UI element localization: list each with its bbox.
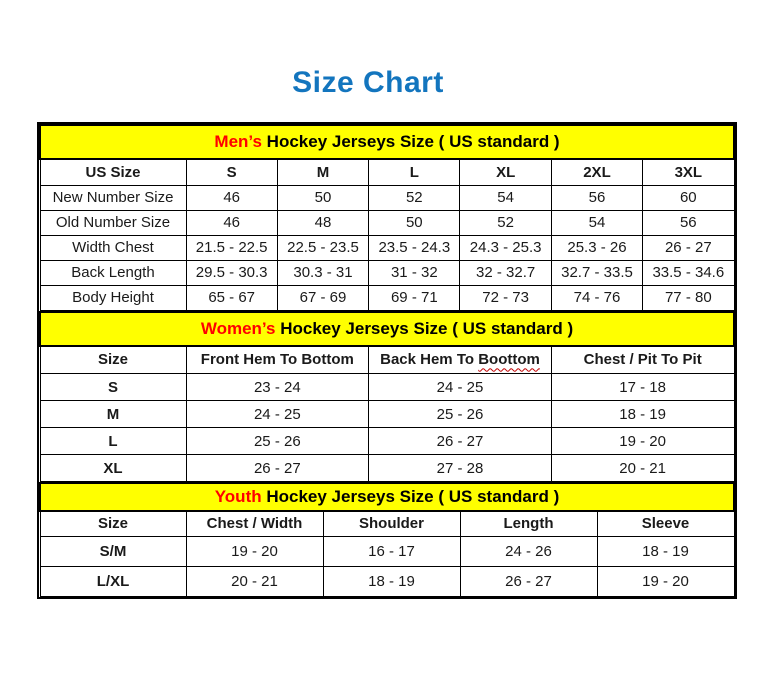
table-row — [40, 566, 734, 596]
mens-column-header: 2XL — [551, 159, 642, 185]
size-value-cell: 26 - 27 — [369, 428, 552, 455]
size-chart-table — [37, 122, 737, 599]
mens-column-header: L — [369, 159, 460, 185]
mens-section-band — [40, 125, 734, 159]
youth-column-header: Length — [460, 511, 597, 536]
womens-column-header: Chest / Pit To Pit — [551, 346, 734, 374]
size-value-cell: 19 - 20 — [597, 566, 734, 596]
row-label: New Number Size — [40, 185, 186, 210]
womens-band-highlight: Women’s — [200, 318, 276, 338]
youth-band-text: Hockey Jerseys Size ( US standard ) — [261, 487, 560, 506]
size-value-cell: 26 - 27 — [186, 455, 369, 482]
size-value-cell: 56 — [551, 185, 642, 210]
size-value-cell: 24 - 25 — [186, 401, 369, 428]
mens-size-table — [39, 124, 735, 311]
row-label: S/M — [40, 536, 186, 566]
size-value-cell: 32 - 32.7 — [460, 260, 551, 285]
row-label: XL — [40, 455, 186, 482]
table-row — [40, 401, 734, 428]
table-row — [40, 536, 734, 566]
table-row — [40, 185, 734, 210]
size-value-cell: 23.5 - 24.3 — [369, 235, 460, 260]
size-value-cell: 24.3 - 25.3 — [460, 235, 551, 260]
size-value-cell: 26 - 27 — [643, 235, 734, 260]
size-value-cell: 29.5 - 30.3 — [186, 260, 277, 285]
size-value-cell: 19 - 20 — [186, 536, 323, 566]
size-value-cell: 25 - 26 — [186, 428, 369, 455]
size-value-cell: 72 - 73 — [460, 285, 551, 310]
mens-column-header: 3XL — [643, 159, 734, 185]
youth-column-header: Size — [40, 511, 186, 536]
row-label: Old Number Size — [40, 210, 186, 235]
size-value-cell: 33.5 - 34.6 — [643, 260, 734, 285]
row-label: Back Length — [40, 260, 186, 285]
womens-size-table — [39, 311, 735, 483]
size-value-cell: 54 — [551, 210, 642, 235]
youth-band-highlight: Youth — [214, 487, 262, 506]
mens-column-header: M — [277, 159, 368, 185]
size-value-cell: 50 — [369, 210, 460, 235]
womens-column-header: Front Hem To Bottom — [186, 346, 369, 374]
size-value-cell: 25.3 - 26 — [551, 235, 642, 260]
size-value-cell: 60 — [643, 185, 734, 210]
size-value-cell: 46 — [186, 210, 277, 235]
mens-column-header: XL — [460, 159, 551, 185]
row-label: Body Height — [40, 285, 186, 310]
size-value-cell: 25 - 26 — [369, 401, 552, 428]
row-label: Width Chest — [40, 235, 186, 260]
size-value-cell: 16 - 17 — [323, 536, 460, 566]
size-value-cell: 20 - 21 — [186, 566, 323, 596]
table-row — [40, 235, 734, 260]
size-value-cell: 46 — [186, 185, 277, 210]
row-label: L/XL — [40, 566, 186, 596]
size-value-cell: 50 — [277, 185, 368, 210]
womens-section-band — [40, 312, 734, 346]
mens-column-header: US Size — [40, 159, 186, 185]
size-value-cell: 27 - 28 — [369, 455, 552, 482]
size-value-cell: 21.5 - 22.5 — [186, 235, 277, 260]
page-title: Size Chart — [292, 66, 444, 99]
table-row — [40, 285, 734, 310]
youth-section-band — [40, 483, 734, 511]
table-row — [40, 428, 734, 455]
youth-column-header: Chest / Width — [186, 511, 323, 536]
table-row — [40, 455, 734, 482]
youth-column-header: Sleeve — [597, 511, 734, 536]
size-value-cell: 23 - 24 — [186, 374, 369, 401]
youth-size-table — [39, 482, 735, 597]
spellcheck-squiggle-word: Boottom — [478, 351, 540, 369]
size-value-cell: 69 - 71 — [369, 285, 460, 310]
youth-column-header: Shoulder — [323, 511, 460, 536]
row-label: M — [40, 401, 186, 428]
size-value-cell: 18 - 19 — [551, 401, 734, 428]
mens-band-text: Hockey Jerseys Size ( US standard ) — [261, 132, 560, 151]
size-value-cell: 30.3 - 31 — [277, 260, 368, 285]
size-value-cell: 19 - 20 — [551, 428, 734, 455]
size-value-cell: 56 — [643, 210, 734, 235]
size-value-cell: 52 — [460, 210, 551, 235]
row-label: L — [40, 428, 186, 455]
size-value-cell: 31 - 32 — [369, 260, 460, 285]
row-label: S — [40, 374, 186, 401]
table-row — [40, 374, 734, 401]
size-value-cell: 74 - 76 — [551, 285, 642, 310]
size-value-cell: 24 - 25 — [369, 374, 552, 401]
size-value-cell: 65 - 67 — [186, 285, 277, 310]
size-value-cell: 22.5 - 23.5 — [277, 235, 368, 260]
size-value-cell: 20 - 21 — [551, 455, 734, 482]
size-value-cell: 54 — [460, 185, 551, 210]
size-value-cell: 17 - 18 — [551, 374, 734, 401]
header-text: Back Hem To — [380, 351, 479, 369]
size-value-cell: 77 - 80 — [643, 285, 734, 310]
size-value-cell: 26 - 27 — [460, 566, 597, 596]
size-value-cell: 18 - 19 — [597, 536, 734, 566]
womens-column-header: Size — [40, 346, 186, 374]
size-value-cell: 52 — [369, 185, 460, 210]
table-row — [40, 210, 734, 235]
mens-column-header: S — [186, 159, 277, 185]
size-value-cell: 32.7 - 33.5 — [551, 260, 642, 285]
table-row — [40, 260, 734, 285]
womens-band-text: Hockey Jerseys Size ( US standard ) — [275, 318, 574, 338]
womens-column-header-misspelled — [369, 346, 552, 374]
size-value-cell: 67 - 69 — [277, 285, 368, 310]
mens-band-highlight: Men’s — [214, 132, 262, 151]
size-value-cell: 18 - 19 — [323, 566, 460, 596]
size-value-cell: 24 - 26 — [460, 536, 597, 566]
size-value-cell: 48 — [277, 210, 368, 235]
